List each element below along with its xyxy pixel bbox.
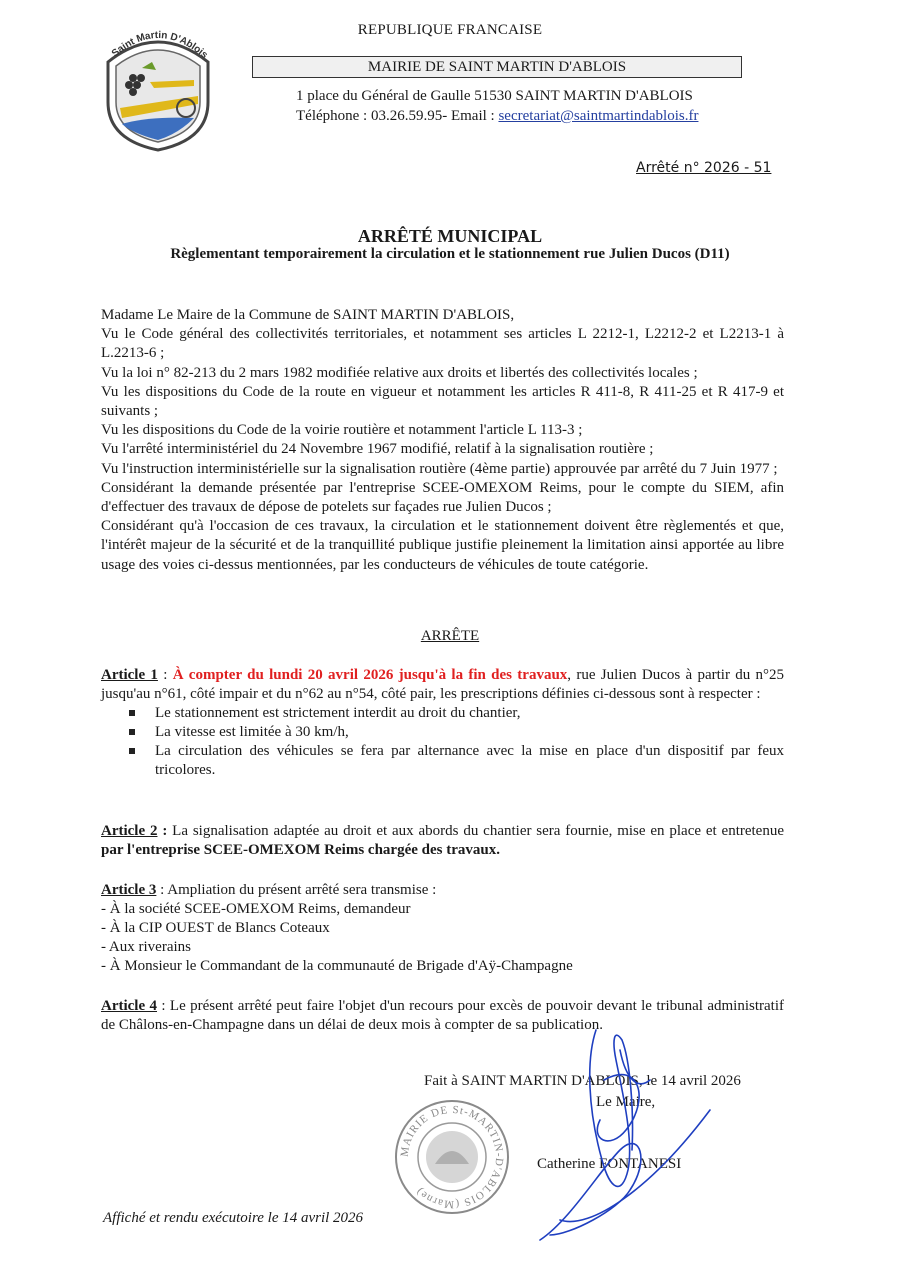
signature [530, 1020, 730, 1250]
article-1-sep: : [157, 667, 173, 683]
article-3 [101, 881, 784, 976]
preamble [101, 306, 784, 575]
preamble-line: Vu l'arrêté interministériel du 24 Novembre 1967 modifié, relatif à la signalisation routière ; [101, 441, 654, 458]
arrete-heading: ARRÊTE [420, 628, 480, 644]
email-link[interactable]: secretariat@saintmartindablois.fr [498, 108, 699, 124]
svg-text:Saint Martin D'Ablois: Saint Martin D'Ablois [109, 29, 210, 61]
preamble-line: Vu les dispositions du Code de la route en vigueur et notamment les articles R 411-8, R 411-25 et R 417-9 et suivants ; [101, 383, 784, 420]
article-1-text: , rue Julien Ducos à partir du n°25 jusqu'au n°61, côté impair et du n°62 au n°54, côté pair, les prescriptions définies ci-dessous sont à respecter : [101, 667, 785, 702]
article-1-label: Article 1 [101, 667, 158, 683]
article-4-text: : Le présent arrêté peut faire l'objet d'un recours pour excès de pouvoir devant le tribunal administratif de Châlons-en-Champagne dans un délai de deux mois à compter de sa publication. [101, 998, 784, 1033]
preamble-line: Vu l'instruction interministérielle sur la signalisation routière (4ème partie) approuvée par arrêté du 7 Juin 1977 ; [101, 460, 778, 477]
article-2-sep: : [157, 823, 173, 839]
republique-heading: REPUBLIQUE FRANCAISE [357, 22, 543, 38]
arrete-number: Arrêté n° 2026 - 51 [636, 160, 772, 176]
article-4-label: Article 4 [101, 998, 158, 1014]
article-2-text: La signalisation adaptée au droit et aux abords du chantier sera fournie, mise en place et entretenue [172, 823, 784, 839]
list-item: Le stationnement est strictement interdit au droit du chantier, [129, 704, 784, 723]
preamble-line: Vu les dispositions du Code de la voirie routière et notamment l'article L 113-3 ; [101, 422, 583, 439]
mairie-stamp [393, 1098, 511, 1216]
article-3-label: Article 3 [101, 882, 157, 898]
preamble-line: Madame Le Maire de la Commune de SAINT MARTIN D'ABLOIS, [101, 307, 515, 323]
list-item: - À Monsieur le Commandant de la communauté de Brigade d'Aÿ-Champagne [101, 958, 573, 974]
document-subtitle: Règlementant temporairement la circulation et le stationnement rue Julien Ducos (D11) [170, 246, 730, 262]
preamble-line: Vu le Code général des collectivités territoriales, et notamment ses articles L 2212-1, L2212-2 et L2213-1 à L.2213-6 ; [101, 326, 784, 362]
list-item: - À la société SCEE-OMEXOM Reims, demandeur [101, 901, 411, 917]
list-item: - À la CIP OUEST de Blancs Coteaux [101, 920, 330, 936]
article-1-bullets [101, 704, 784, 780]
signer-name: Catherine FONTANESI [537, 1156, 682, 1172]
preamble-line: Considérant qu'à l'occasion de ces travaux, la circulation et le stationnement doivent être règlementés et que, l'intérêt majeur de la sécurité et de la tranquillité publique justifie pleinement la limitation ainsi apportée au libre usage des voies ci-dessus mentionnées, par les conducteurs de véhicules de toute catégorie. [101, 518, 784, 573]
article-1-dates: À compter du lundi 20 avril 2026 jusqu'à la fin des travaux [172, 667, 568, 683]
article-3-text: : Ampliation du présent arrêté sera transmise : [156, 882, 437, 898]
signer-role: Le Maire, [596, 1094, 656, 1110]
place-date: Fait à SAINT MARTIN D'ABLOIS, le 14 avril 2026 [424, 1073, 741, 1089]
article-2-label: Article 2 [101, 823, 158, 839]
list-item: - Aux riverains [101, 939, 191, 955]
mairie-contact [296, 108, 698, 125]
preamble-line: Vu la loi n° 82-213 du 2 mars 1982 modifiée relative aux droits et libertés des collectivités locales ; [101, 364, 698, 381]
stamp-text: MAIRIE DE St-MARTIN-D'ABLOIS (Marne) [398, 1103, 506, 1211]
mairie-address: 1 place du Général de Gaulle 51530 SAINT MARTIN D'ABLOIS [296, 88, 693, 104]
list-item: La vitesse est limitée à 30 km/h, [129, 723, 784, 742]
article-1 [101, 666, 784, 780]
town-logo [98, 22, 218, 152]
article-2 [101, 822, 784, 860]
document-title: ARRÊTÉ MUNICIPAL [357, 226, 543, 246]
preamble-line: Considérant la demande présentée par l'entreprise SCEE-OMEXOM Reims, pour le compte du SIEM, afin d'effectuer des travaux de dépose de potelets sur façades rue Julien Ducos ; [101, 479, 784, 516]
mairie-banner: MAIRIE DE SAINT MARTIN D'ABLOIS [252, 56, 742, 78]
phone-label: Téléphone : 03.26.59.95- Email : [296, 108, 499, 124]
list-item: La circulation des véhicules se fera par alternance avec la mise en place d'un dispositif par feux tricolores. [129, 742, 784, 780]
article-2-bold: par l'entreprise SCEE-OMEXOM Reims chargée des travaux. [101, 842, 500, 858]
affichage-note: Affiché et rendu exécutoire le 14 avril 2026 [103, 1210, 364, 1226]
